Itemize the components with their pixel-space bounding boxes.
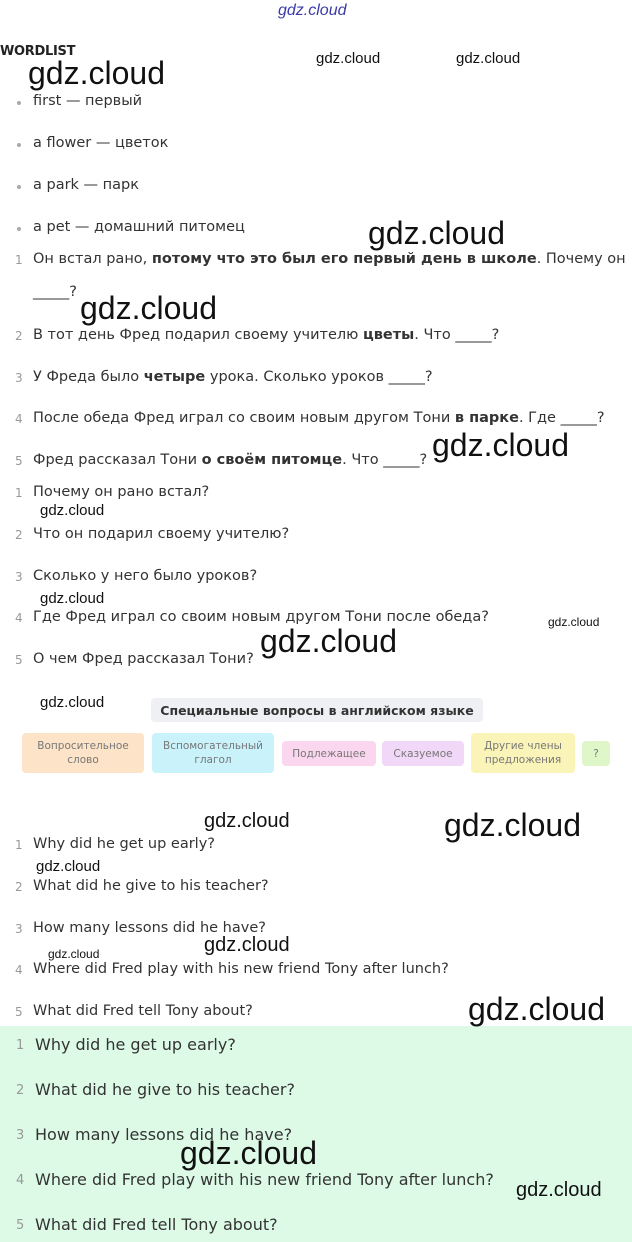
- question-ru: Сколько у него было уроков?: [33, 568, 258, 584]
- answer-en: What did Fred tell Tony about?: [35, 1215, 278, 1234]
- question-ru: Что он подарил своему учителю?: [33, 526, 290, 542]
- item-number: 1: [15, 253, 23, 267]
- watermark: gdz.cloud: [80, 290, 217, 326]
- question-ru: Где Фред играл со своим новым другом Тони после обеда?: [33, 609, 489, 625]
- bullet-dot: [17, 185, 21, 189]
- watermark: gdz.cloud: [40, 502, 105, 519]
- item-number: 3: [15, 922, 23, 936]
- item-number: 4: [15, 963, 23, 977]
- wordlist-item: first — первый: [33, 93, 143, 109]
- bullet-dot: [17, 227, 21, 231]
- item-number: 3: [15, 371, 23, 385]
- question-ru: О чем Фред рассказал Тони?: [33, 651, 254, 667]
- watermark: gdz.cloud: [516, 1179, 602, 1201]
- statement: Фред рассказал Тони о своём питомце. Что _____?: [33, 452, 428, 468]
- item-number: 3: [16, 1128, 25, 1143]
- diagram-box: Сказуемое: [382, 741, 464, 766]
- statement-bold: о своём питомце: [201, 452, 343, 468]
- statement-continuation: _____?: [33, 284, 77, 300]
- statement: У Фреда было четыре урока. Сколько уроков _____?: [33, 369, 433, 385]
- diagram-box: Подлежащее: [282, 741, 376, 766]
- wordlist-item: a flower — цветок: [33, 135, 169, 151]
- item-number: 2: [16, 1083, 25, 1098]
- watermark: gdz.cloud: [204, 934, 290, 956]
- question-en: Why did he get up early?: [33, 836, 215, 852]
- statement: После обеда Фред играл со своим новым другом Тони в парке. Где _____?: [33, 410, 605, 426]
- item-number: 1: [16, 1038, 25, 1053]
- wordlist-item: a park — парк: [33, 177, 139, 193]
- item-number: 1: [15, 838, 23, 852]
- watermark: gdz.cloud: [48, 947, 100, 961]
- watermark: gdz.cloud: [260, 623, 397, 659]
- item-number: 4: [15, 611, 23, 625]
- item-number: 4: [16, 1173, 25, 1188]
- diagram-box: ?: [582, 741, 610, 766]
- item-number: 5: [15, 1005, 23, 1019]
- statement: В тот день Фред подарил своему учителю цветы. Что _____?: [33, 327, 500, 343]
- diagram-box: Вопросительное слово: [22, 733, 144, 773]
- diagram-heading: Специальные вопросы в английском языке: [151, 698, 483, 722]
- bullet-dot: [17, 143, 21, 147]
- item-number: 1: [15, 486, 23, 500]
- watermark: gdz.cloud: [444, 807, 581, 843]
- answer-en: Why did he get up early?: [35, 1035, 236, 1054]
- watermark: gdz.cloud: [40, 694, 105, 711]
- question-en: What did he give to his teacher?: [33, 878, 269, 894]
- diagram-box: Вспомогательный глагол: [152, 733, 274, 773]
- watermark: gdz.cloud: [368, 215, 505, 251]
- watermark: gdz.cloud: [204, 810, 290, 832]
- item-number: 3: [15, 570, 23, 584]
- wordlist-item: a pet — домашний питомец: [33, 219, 245, 235]
- watermark: gdz.cloud: [40, 590, 105, 607]
- item-number: 2: [15, 880, 23, 894]
- wordlist-title: WORDLIST: [0, 44, 76, 59]
- statement-bold: потому что это был его первый день в школе: [151, 251, 537, 267]
- watermark: gdz.cloud: [36, 858, 101, 875]
- watermark: gdz.cloud: [548, 615, 600, 629]
- answer-en: What did he give to his teacher?: [35, 1080, 295, 1099]
- item-number: 4: [15, 412, 23, 426]
- question-en: Where did Fred play with his new friend Tony after lunch?: [33, 961, 449, 977]
- answer-en: How many lessons did he have?: [35, 1125, 293, 1144]
- statement-bold: четыре: [143, 369, 206, 385]
- bullet-dot: [17, 101, 21, 105]
- item-number: 2: [15, 528, 23, 542]
- answer-en: Where did Fred play with his new friend Tony after lunch?: [35, 1170, 494, 1189]
- item-number: 2: [15, 329, 23, 343]
- watermark: gdz.cloud: [180, 1135, 317, 1171]
- watermark: gdz.cloud: [456, 50, 521, 67]
- question-en: How many lessons did he have?: [33, 920, 266, 936]
- statement-bold: в парке: [454, 410, 519, 426]
- statement-bold: цветы: [362, 327, 415, 343]
- watermark: gdz.cloud: [468, 991, 605, 1027]
- item-number: 5: [16, 1218, 25, 1233]
- question-ru: Почему он рано встал?: [33, 484, 210, 500]
- watermark: gdz.cloud: [28, 55, 165, 91]
- item-number: 5: [15, 653, 23, 667]
- question-en: What did Fred tell Tony about?: [33, 1003, 253, 1019]
- watermark-top: gdz.cloud: [278, 2, 347, 19]
- statement: Он встал рано, потому что это был его первый день в школе. Почему он: [33, 251, 626, 267]
- item-number: 5: [15, 454, 23, 468]
- watermark: gdz.cloud: [316, 50, 381, 67]
- watermark: gdz.cloud: [432, 427, 569, 463]
- diagram-box: Другие члены предложения: [471, 733, 575, 773]
